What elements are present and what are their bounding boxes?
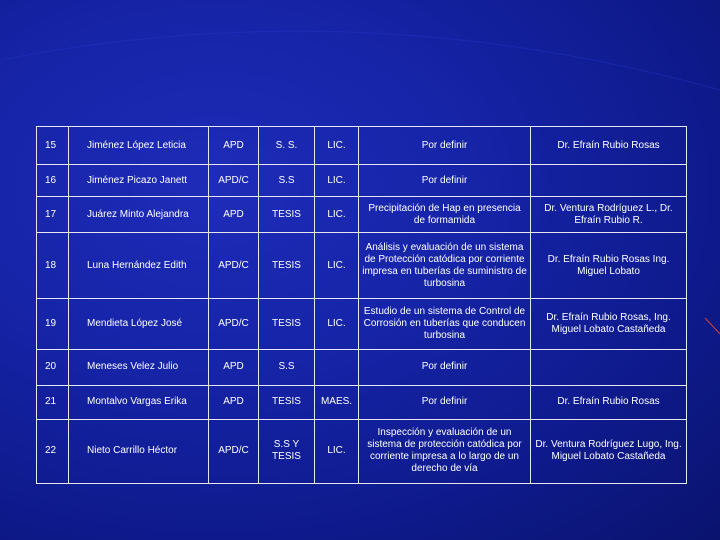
cell-modalidad: S. S. bbox=[259, 127, 315, 165]
cell-student-name: Meneses Velez Julio bbox=[69, 349, 209, 385]
table-row bbox=[37, 299, 687, 349]
cell-number: 16 bbox=[37, 165, 69, 197]
cell-grado: APD bbox=[209, 127, 259, 165]
cell-tema: Precipitación de Hap en presencia de formamida bbox=[359, 197, 531, 233]
cell-tema: Por definir bbox=[359, 349, 531, 385]
cell-nivel: MAES. bbox=[315, 385, 359, 419]
cell-nivel: LIC. bbox=[315, 127, 359, 165]
decorative-line bbox=[705, 318, 720, 334]
cell-modalidad: TESIS bbox=[259, 197, 315, 233]
cell-number: 20 bbox=[37, 349, 69, 385]
cell-student-name: Juárez Minto Alejandra bbox=[69, 197, 209, 233]
cell-student-name: Montalvo Vargas Erika bbox=[69, 385, 209, 419]
decorative-curve bbox=[0, 31, 720, 90]
cell-grado: APD bbox=[209, 197, 259, 233]
cell-tema: Por definir bbox=[359, 385, 531, 419]
cell-modalidad: S.S bbox=[259, 349, 315, 385]
cell-tema: Por definir bbox=[359, 165, 531, 197]
cell-student-name: Jiménez López Leticia bbox=[69, 127, 209, 165]
cell-student-name: Jiménez Picazo Janett bbox=[69, 165, 209, 197]
table-row bbox=[37, 385, 687, 419]
cell-tema: Por definir bbox=[359, 127, 531, 165]
cell-grado: APD/C bbox=[209, 419, 259, 483]
cell-modalidad: TESIS bbox=[259, 299, 315, 349]
cell-number: 19 bbox=[37, 299, 69, 349]
cell-nivel: LIC. bbox=[315, 233, 359, 299]
table-row bbox=[37, 349, 687, 385]
cell-modalidad: S.S bbox=[259, 165, 315, 197]
table-row bbox=[37, 419, 687, 483]
cell-number: 22 bbox=[37, 419, 69, 483]
cell-tema: Inspección y evaluación de un sistema de protección catódica por corriente impresa a lo largo de un derecho de vía bbox=[359, 419, 531, 483]
cell-asesor: Dr. Efraín Rubio Rosas bbox=[531, 385, 687, 419]
cell-grado: APD bbox=[209, 385, 259, 419]
table-row bbox=[37, 233, 687, 299]
cell-tema: Estudio de un sistema de Control de Corrosión en tuberías que conducen turbosina bbox=[359, 299, 531, 349]
cell-asesor bbox=[531, 165, 687, 197]
table-row bbox=[37, 197, 687, 233]
cell-nivel bbox=[315, 349, 359, 385]
cell-asesor: Dr. Efraín Rubio Rosas bbox=[531, 127, 687, 165]
cell-number: 17 bbox=[37, 197, 69, 233]
cell-modalidad: S.S Y TESIS bbox=[259, 419, 315, 483]
cell-nivel: LIC. bbox=[315, 299, 359, 349]
cell-grado: APD/C bbox=[209, 165, 259, 197]
cell-grado: APD/C bbox=[209, 233, 259, 299]
cell-asesor: Dr. Ventura Rodríguez Lugo, Ing. Miguel Lobato Castañeda bbox=[531, 419, 687, 483]
table-row bbox=[37, 165, 687, 197]
cell-nivel: LIC. bbox=[315, 197, 359, 233]
students-table bbox=[36, 126, 687, 484]
cell-student-name: Mendieta López José bbox=[69, 299, 209, 349]
cell-student-name: Luna Hernández Edith bbox=[69, 233, 209, 299]
cell-asesor: Dr. Ventura Rodríguez L., Dr. Efraín Rubio R. bbox=[531, 197, 687, 233]
cell-student-name: Nieto Carrillo Héctor bbox=[69, 419, 209, 483]
cell-number: 21 bbox=[37, 385, 69, 419]
cell-asesor bbox=[531, 349, 687, 385]
cell-modalidad: TESIS bbox=[259, 233, 315, 299]
cell-grado: APD/C bbox=[209, 299, 259, 349]
table-row bbox=[37, 127, 687, 165]
cell-tema: Análisis y evaluación de un sistema de Protección catódica por corriente impresa en tuberías de suministro de turbosina bbox=[359, 233, 531, 299]
cell-asesor: Dr. Efraín Rubio Rosas Ing. Miguel Lobato bbox=[531, 233, 687, 299]
cell-number: 18 bbox=[37, 233, 69, 299]
cell-nivel: LIC. bbox=[315, 419, 359, 483]
cell-nivel: LIC. bbox=[315, 165, 359, 197]
cell-number: 15 bbox=[37, 127, 69, 165]
cell-grado: APD bbox=[209, 349, 259, 385]
cell-asesor: Dr. Efraín Rubio Rosas, Ing. Miguel Lobato Castañeda bbox=[531, 299, 687, 349]
cell-modalidad: TESIS bbox=[259, 385, 315, 419]
